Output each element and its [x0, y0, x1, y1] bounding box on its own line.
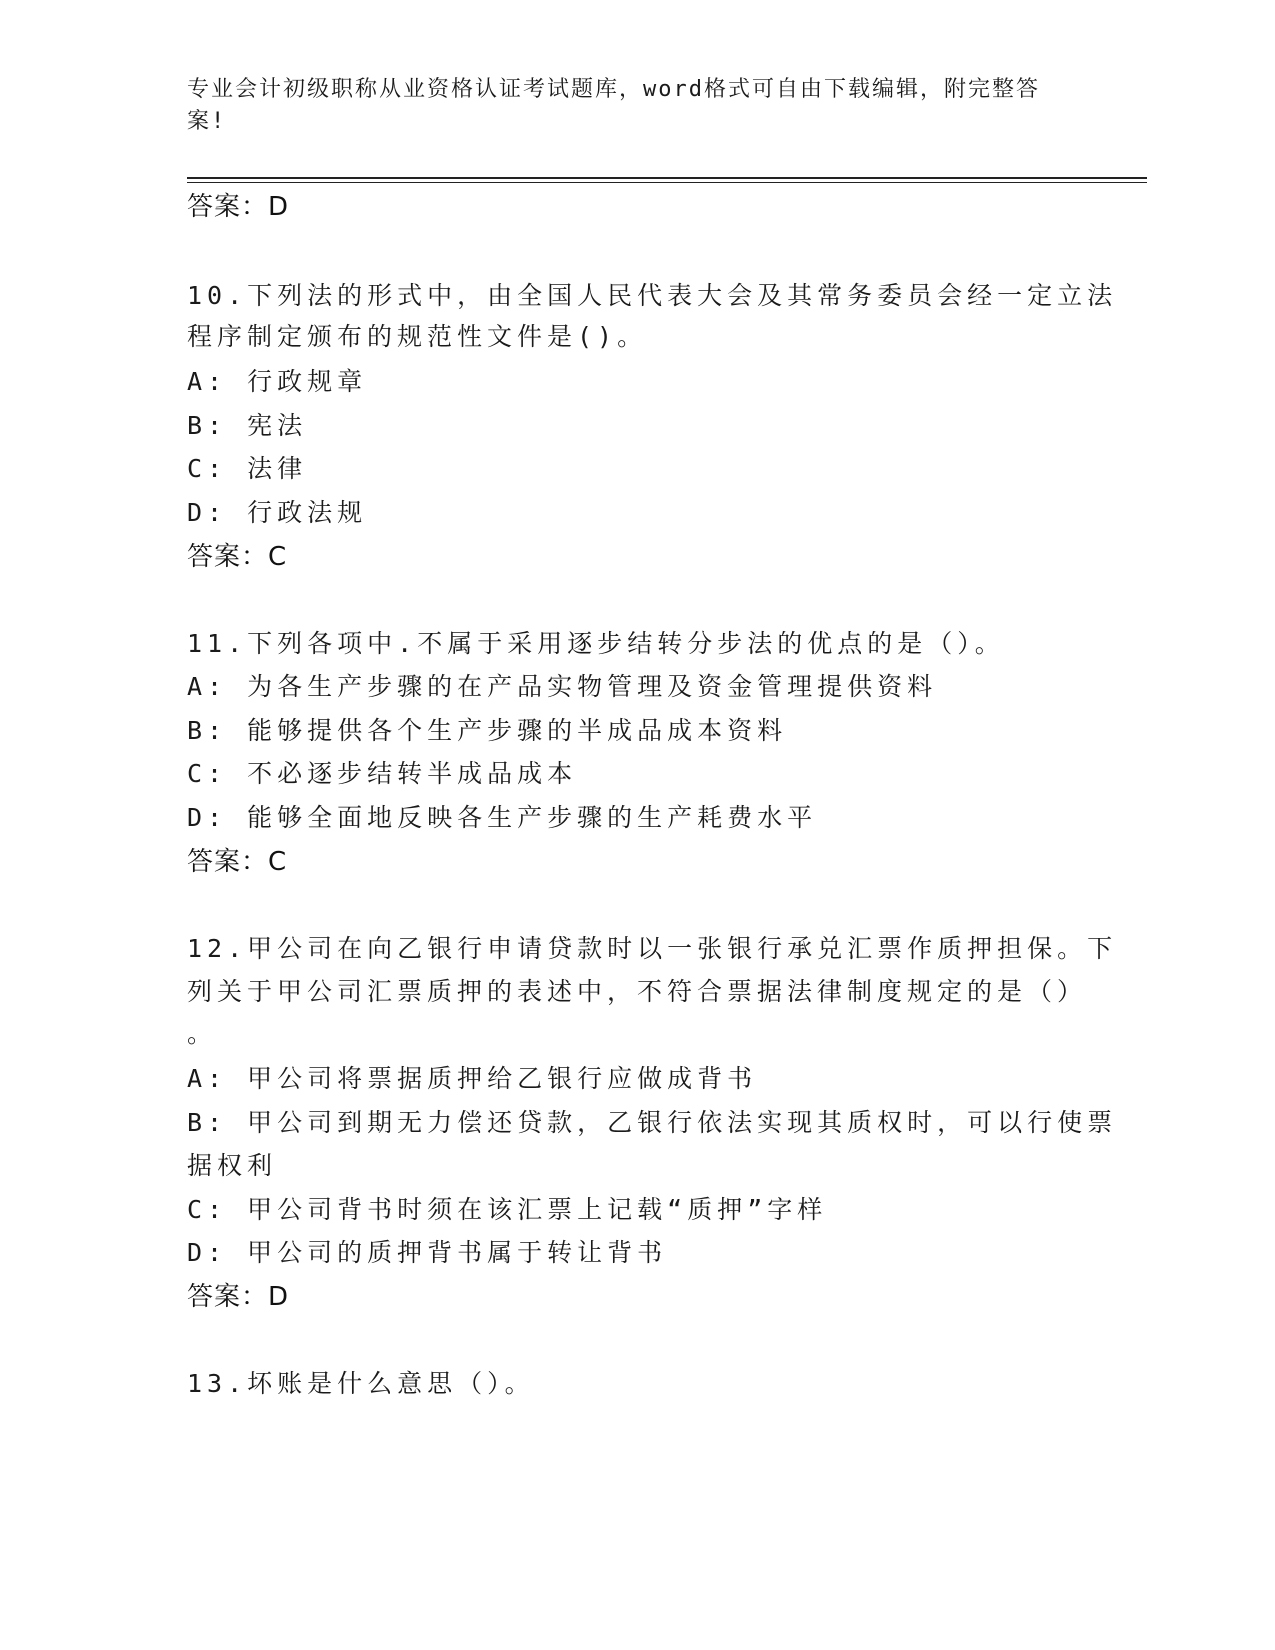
answer-prev: 答案：D [187, 192, 290, 222]
q12-option-d: D: 甲公司的质押背书属于转让背书 [187, 1238, 668, 1267]
q10-stem-line-1: 10.下列法的形式中，由全国人民代表大会及其常务委员会经一定立法 [187, 281, 1118, 310]
q12-option-c: C: 甲公司背书时须在该汇票上记载“质押”字样 [187, 1195, 828, 1224]
q10-option-d: D: 行政法规 [187, 498, 368, 527]
q11-option-c: C: 不必逐步结转半成品成本 [187, 759, 578, 788]
q10-option-c: C: 法律 [187, 454, 308, 483]
q11-option-d: D: 能够全面地反映各生产步骤的生产耗费水平 [187, 803, 818, 832]
header-line-2: 案! [187, 109, 227, 134]
header-line-1: 专业会计初级职称从业资格认证考试题库，word格式可自由下载编辑，附完整答 [187, 77, 1040, 102]
page-header [187, 74, 1067, 138]
q10-option-b: B: 宪法 [187, 411, 308, 440]
header-divider-thin [187, 182, 1147, 183]
header-divider-thick [187, 177, 1147, 179]
q12-stem-line-2: 列关于甲公司汇票质押的表述中，不符合票据法律制度规定的是（） [187, 977, 1088, 1006]
q12-option-b: B: 甲公司到期无力偿还贷款，乙银行依法实现其质权时，可以行使票 [187, 1108, 1118, 1137]
q12-option-b-continued: 据权利 [187, 1151, 278, 1180]
q10-option-a: A: 行政规章 [187, 367, 368, 396]
q12-stem-line-1: 12.甲公司在向乙银行申请贷款时以一张银行承兑汇票作质押担保。下 [187, 934, 1118, 963]
q11-option-b: B: 能够提供各个生产步骤的半成品成本资料 [187, 716, 788, 745]
q11-option-a: A: 为各生产步骤的在产品实物管理及资金管理提供资料 [187, 672, 938, 701]
q11-answer: 答案：C [187, 847, 288, 877]
q13-stem-line-1: 13.坏账是什么意思（）。 [187, 1369, 535, 1398]
q11-stem-line-1: 11.下列各项中.不属于采用逐步结转分步法的优点的是（）。 [187, 629, 1005, 658]
q12-option-a: A: 甲公司将票据质押给乙银行应做成背书 [187, 1064, 758, 1093]
q10-answer: 答案：C [187, 542, 288, 572]
q10-stem-line-2: 程序制定颁布的规范性文件是()。 [187, 322, 648, 351]
q12-stem-line-3: 。 [187, 1019, 218, 1048]
q12-answer: 答案：D [187, 1282, 290, 1312]
